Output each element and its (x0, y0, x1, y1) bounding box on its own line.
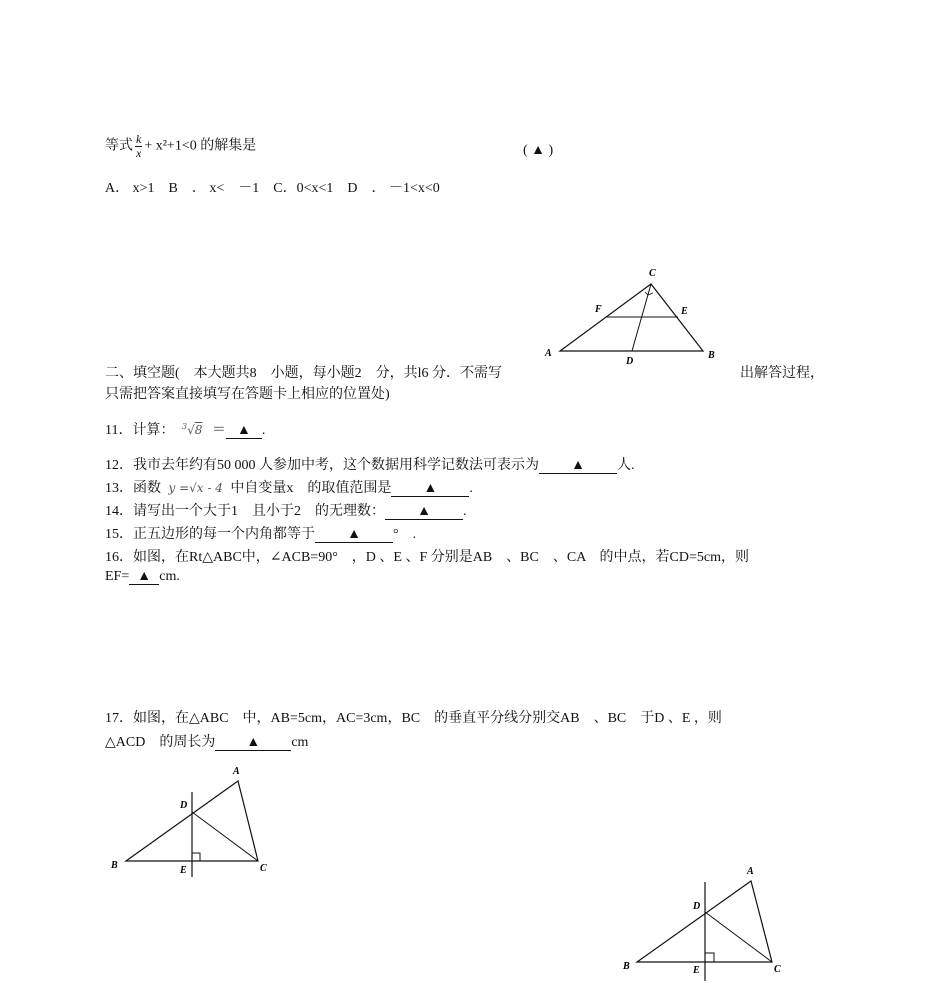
question-17-line2: △ACD 的周长为 ▲ cm (105, 735, 309, 750)
answer-mark: ( ▲ ) (523, 143, 554, 158)
question-16: 16．如图，在Rt△ABC中，∠ACB=90° ，D 、E 、F 分别是AB 、BC 、CA 的中点，若CD=5cm，则 (105, 550, 749, 565)
label-b: B (708, 350, 715, 361)
perpendicular-bisector-figure-left (105, 762, 285, 882)
label-c: C (649, 268, 656, 279)
label-a: A (747, 866, 754, 877)
answer-blank[interactable]: ▲ (215, 736, 291, 751)
question-16-line2: EF= ▲ cm. (105, 569, 180, 584)
answer-blank[interactable]: ▲ (391, 482, 469, 497)
triangle-midline-figure (540, 263, 725, 368)
question-15: 15．正五边形的每一个内角都等于 ▲ ° . (105, 527, 417, 542)
question-12: 12．我市去年约有50 000 人参加中考，这个数据用科学记数法可表示为 ▲ 人. (105, 458, 635, 473)
question-17: 17．如图，在△ABC 中，AB=5cm，AC=3cm，BC 的垂直平分线分别交AB 、BC 于D 、E ，则 (105, 711, 722, 726)
label-b: B (623, 961, 630, 972)
fraction-k-over-x: $\frac{k}{x}$ (136, 132, 142, 160)
question-expression: + x²+1<0 的解集是 (144, 138, 257, 154)
label-b: B (111, 860, 118, 871)
right-angle-mark (192, 853, 200, 861)
label-d: D (626, 356, 634, 367)
label-c: C (774, 964, 781, 975)
label-e: E (693, 965, 700, 976)
answer-blank[interactable]: ▲ (129, 570, 159, 585)
right-angle-mark (705, 953, 714, 962)
answer-blank[interactable]: ▲ (315, 528, 393, 543)
section-title-right: 出解答过程， (740, 366, 824, 381)
label-c: C (260, 863, 267, 874)
perpendicular-bisector-figure-right (620, 862, 790, 984)
question-11: 11．计算： $^3$√8 ＝ ▲ . (105, 422, 266, 438)
label-a: A (545, 348, 552, 359)
section-title: 二、填空题( 本大题共8 小题，每小题2 分，共l6 分．不需写 (105, 366, 503, 381)
label-f: F (595, 304, 602, 315)
label-a: A (233, 766, 240, 777)
label-d: D (693, 901, 701, 912)
question-14: 14．请写出一个大于1 且小于2 的无理数： ▲ . (105, 504, 467, 519)
segment-dc (705, 912, 772, 962)
function-formula: y =√x - 4 (168, 481, 223, 495)
question-options: A． x>1 B ． x< －1 C．0<x<1 D ． －1<x<0 (105, 181, 440, 196)
answer-blank[interactable]: ▲ (226, 424, 262, 439)
label-e: E (681, 306, 688, 317)
label-e: E (180, 865, 187, 876)
question-13: 13．函数 y =√x - 4 中自变量x 的取值范围是 ▲ . (105, 481, 473, 496)
section-instruction: 只需把答案直接填写在答题卡上相应的位置处) (105, 387, 390, 402)
cube-root-8: $^3$√8 (181, 422, 203, 437)
question-prefix: 等式 (105, 138, 133, 154)
answer-blank[interactable]: ▲ (385, 505, 463, 520)
inequality-question (105, 133, 256, 160)
answer-blank[interactable]: ▲ (539, 459, 617, 474)
label-d: D (180, 800, 188, 811)
